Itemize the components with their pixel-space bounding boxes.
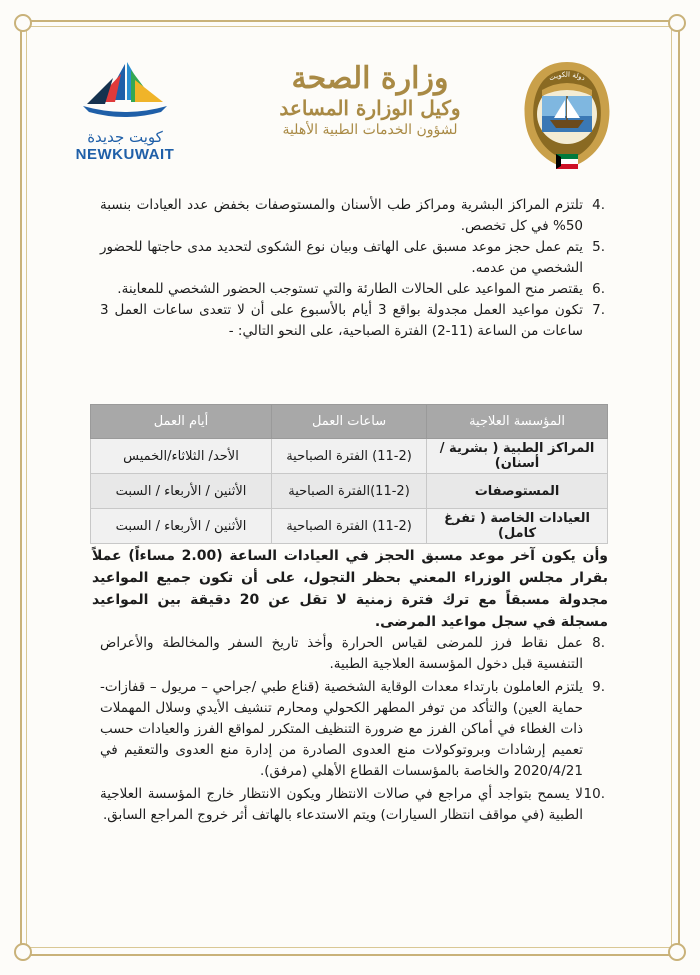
border-ornament [14,943,32,961]
table-row [91,509,608,544]
dhow-sail-logo-icon [75,60,175,122]
table-row [91,474,608,509]
cell-institution: المستوصفات [427,474,608,509]
kuwait-state-emblem-icon [512,56,622,181]
column-header-days: أيام العمل [91,405,272,439]
item-number: .9 [592,679,605,695]
list-item [100,195,605,237]
item-number: .7 [592,302,605,318]
instructions-list-a [100,195,605,342]
cell-hours: (11-2)الفترة الصباحية [271,474,426,509]
logo-english-text: NEWKUWAIT [75,146,175,163]
list-item [100,633,605,675]
logo-arabic-text: كويت جديدة [87,128,163,146]
kuwait-state-emblem [512,56,622,181]
appointment-note: وأن يكون آخر موعد مسبق الحجز في العيادات الساعة (2.00 مساءاً) عملاً بقرار مجلس الوزراء المعني بحظر التجول، على أن تكون جميع المواعيد مجدولة مسبقاً مع ترك فترة زمنية لا تقل عن 20 دقيقة بين المواعيد مسجلة في سجل مواعيد المرضى. [92,548,608,630]
border-ornament [668,14,686,32]
new-kuwait-logo [70,60,180,163]
item-number: .8 [592,635,605,651]
ministry-title [255,62,485,139]
cell-days: الأحد/ الثلاثاء/الخميس [91,439,272,474]
item-number: .10 [583,786,605,802]
item-text: لا يسمح بتواجد أي مراجع في صالات الانتظار ويكون الانتظار خارج المؤسسة العلاجية الطبية (في مواقف انتظار السيارات) ويتم الاستدعاء بالهاتف أثر خروج المراجع السابق. [100,786,583,823]
item-text: يتم عمل حجز موعد مسبق على الهاتف وبيان نوع الشكوى لتحديد مدى حاجتها للحضور الشخصي من عدمه. [100,239,583,276]
item-text: تلتزم المراكز البشرية ومراكز طب الأسنان والمستوصفات بخفض عدد العيادات بنسبة 50% في كل تخصص. [100,197,583,234]
border-ornament [14,14,32,32]
item-text: يقتصر منح المواعيد على الحالات الطارئة والتي تستوجب الحضور الشخصي للمعاينة. [117,281,583,297]
column-header-hours: ساعات العمل [271,405,426,439]
list-item [100,784,605,826]
cell-hours: (11-2) الفترة الصباحية [271,509,426,544]
item-text: عمل نقاط فرز للمرضى لقياس الحرارة وأخذ تاريخ السفر والمخالطة والأعراض التنفسية قبل دخول المؤسسة العلاجية الطبية. [100,635,583,672]
table-row [91,439,608,474]
border-ornament [668,943,686,961]
working-hours-table [90,404,608,544]
column-header-institution: المؤسسة العلاجية [427,405,608,439]
item-number: .5 [592,239,605,255]
department-title: لشؤون الخدمات الطبية الأهلية [282,122,458,138]
list-item [100,300,605,342]
list-item [100,677,605,782]
list-item [100,237,605,279]
ministry-name: وزارة الصحة [291,61,449,96]
item-text: يلتزم العاملون بارتداء معدات الوقاية الشخصية (قناع طبي /جراحي – مريول – قفازات- حماية العين) والتأكد من توفر المطهر الكحولي ومحارم تنشيف الأيدي وسلال المهملات ذات الغطاء في أماكن الفرز مع ضرورة التنظيف المتكرر لمواقع الفرز والعيادات حسب تعميم إرشادات وبروتوكولات منع العدوى الصادرة من إدارة منع العدوى والتعقيم في 2020/4/21 والخاصة بالمؤسسات القطاع الأهلي (مرفق). [100,679,583,779]
undersecretary-title: وكيل الوزارة المساعد [279,96,461,120]
item-number: .6 [592,281,605,297]
cell-institution: المراكز الطبية ( بشرية / أسنان) [427,439,608,474]
cell-hours: (11-2) الفترة الصباحية [271,439,426,474]
item-number: .4 [592,197,605,213]
cell-days: الأثنين / الأربعاء / السبت [91,509,272,544]
instructions-list-b [100,633,605,826]
cell-days: الأثنين / الأربعاء / السبت [91,474,272,509]
emblem-banner-text: دولة الكويت [547,70,587,83]
item-text: تكون مواعيد العمل مجدولة بواقع 3 أيام بالأسبوع على أن لا تتعدى ساعات العمل 3 ساعات من الساعة (11-2) الفترة الصباحية، على النحو التالي: - [100,302,583,339]
table-header-row [91,405,608,439]
letterhead [40,40,660,200]
list-item [100,279,605,300]
cell-institution: العيادات الخاصة ( تفرغ كامل) [427,509,608,544]
